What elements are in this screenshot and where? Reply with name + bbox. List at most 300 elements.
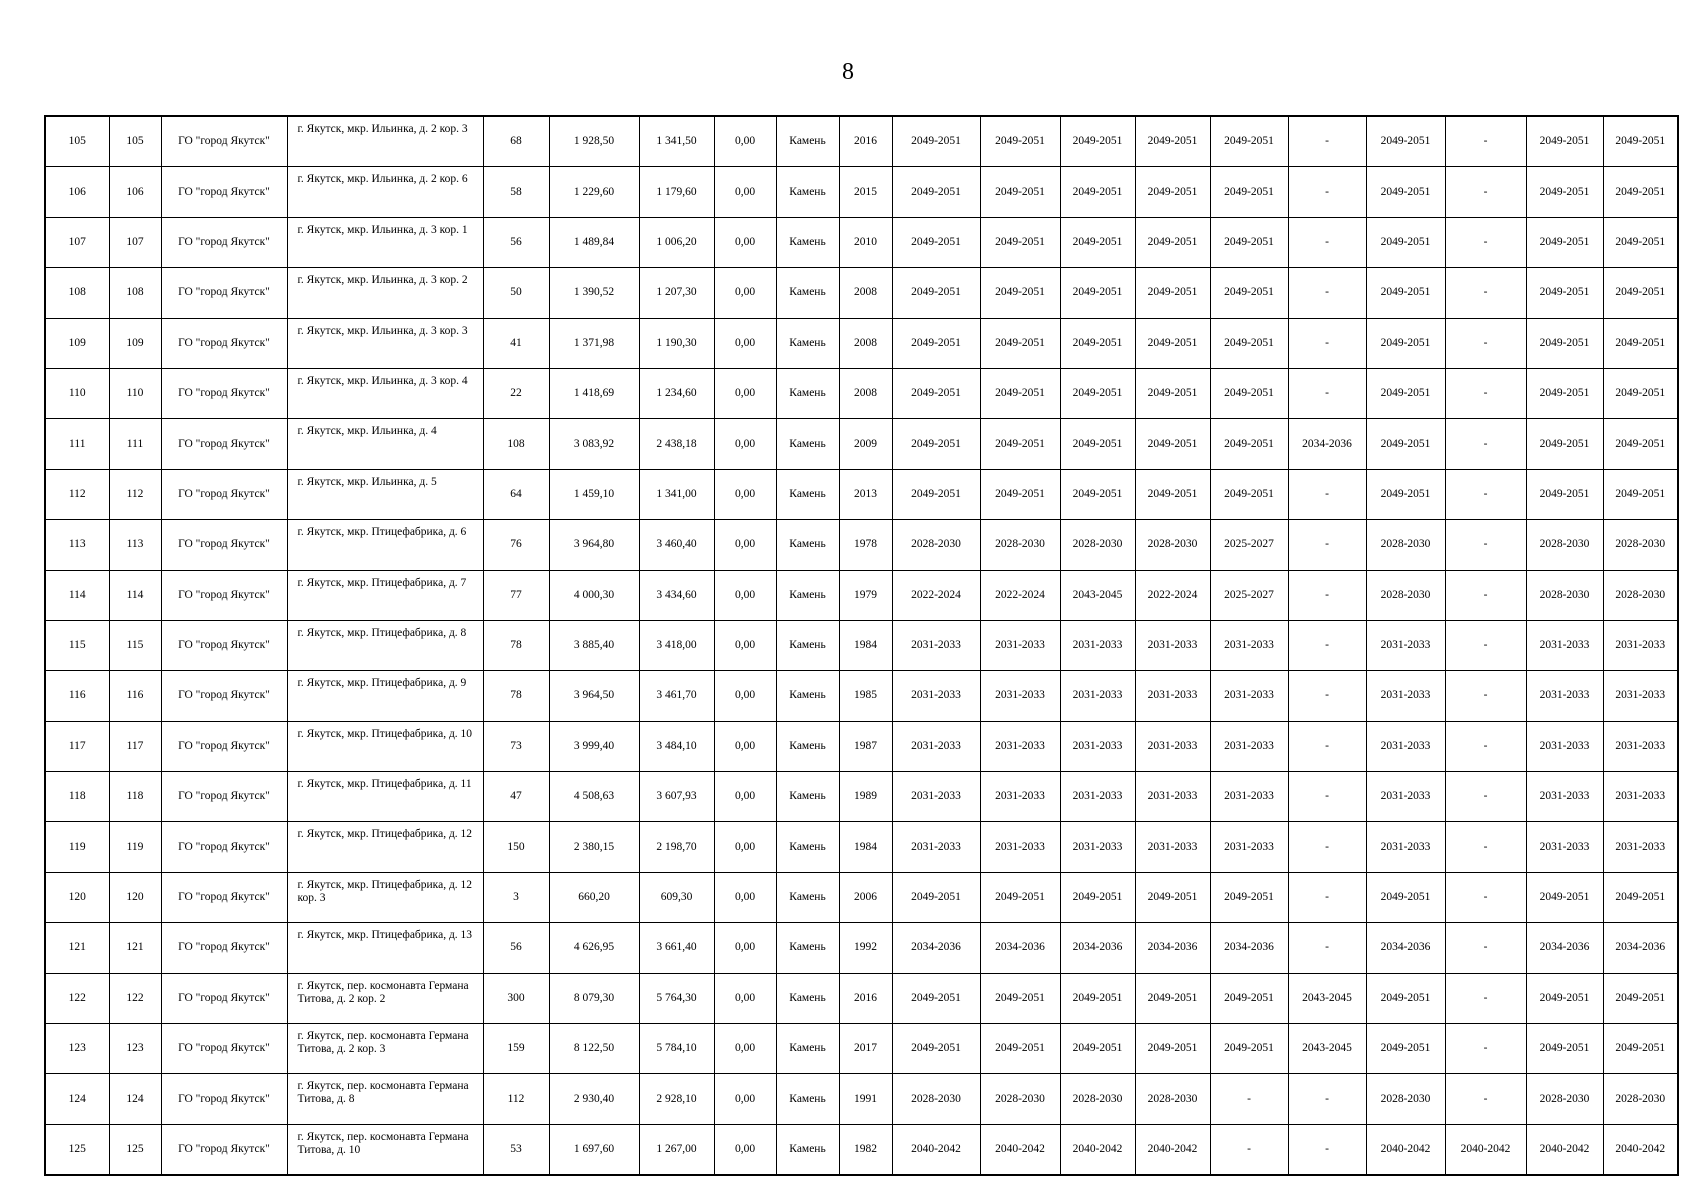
cell-period-6: - [1288, 1074, 1366, 1124]
cell-house-number: 112 [109, 469, 161, 519]
cell-period-10: 2034-2036 [1603, 923, 1678, 973]
cell-living-area: 1 267,00 [639, 1124, 714, 1175]
cell-house-number: 105 [109, 116, 161, 167]
cell-row-number: 109 [45, 318, 109, 368]
cell-period-3: 2049-2051 [1060, 167, 1135, 217]
cell-period-2: 2049-2051 [980, 167, 1060, 217]
cell-living-area: 5 764,30 [639, 973, 714, 1023]
cell-wall-material: Камень [776, 1024, 839, 1074]
cell-wall-material: Камень [776, 872, 839, 922]
cell-period-2: 2049-2051 [980, 973, 1060, 1023]
cell-municipality: ГО "город Якутск" [161, 1074, 287, 1124]
cell-total-area: 8 079,30 [549, 973, 639, 1023]
cell-period-5: 2025-2027 [1210, 520, 1288, 570]
cell-period-1: 2049-2051 [892, 318, 980, 368]
cell-period-3: 2031-2033 [1060, 671, 1135, 721]
table-row [45, 721, 1678, 771]
cell-address: г. Якутск, мкр. Ильинка, д. 2 кор. 3 [287, 116, 483, 167]
cell-period-10: 2049-2051 [1603, 268, 1678, 318]
cell-row-number: 116 [45, 671, 109, 721]
cell-period-8: - [1445, 368, 1526, 418]
cell-apartments-count: 56 [483, 217, 549, 267]
cell-period-3: 2031-2033 [1060, 822, 1135, 872]
cell-nonresidential-area: 0,00 [714, 318, 776, 368]
cell-apartments-count: 3 [483, 872, 549, 922]
cell-nonresidential-area: 0,00 [714, 1024, 776, 1074]
cell-row-number: 122 [45, 973, 109, 1023]
cell-period-5: 2049-2051 [1210, 872, 1288, 922]
cell-period-1: 2028-2030 [892, 520, 980, 570]
cell-period-8: - [1445, 167, 1526, 217]
cell-year-built: 2013 [839, 469, 892, 519]
cell-period-4: 2049-2051 [1135, 167, 1210, 217]
cell-period-1: 2040-2042 [892, 1124, 980, 1175]
table-row [45, 268, 1678, 318]
cell-municipality: ГО "город Якутск" [161, 268, 287, 318]
cell-period-6: 2043-2045 [1288, 1024, 1366, 1074]
cell-row-number: 119 [45, 822, 109, 872]
cell-period-8: - [1445, 822, 1526, 872]
cell-period-10: 2049-2051 [1603, 872, 1678, 922]
cell-period-7: 2040-2042 [1366, 1124, 1445, 1175]
cell-municipality: ГО "город Якутск" [161, 671, 287, 721]
cell-nonresidential-area: 0,00 [714, 620, 776, 670]
cell-period-7: 2031-2033 [1366, 721, 1445, 771]
cell-living-area: 3 661,40 [639, 923, 714, 973]
cell-period-3: 2049-2051 [1060, 469, 1135, 519]
cell-total-area: 8 122,50 [549, 1024, 639, 1074]
cell-row-number: 121 [45, 923, 109, 973]
cell-period-8: - [1445, 721, 1526, 771]
cell-period-2: 2049-2051 [980, 469, 1060, 519]
cell-apartments-count: 112 [483, 1074, 549, 1124]
cell-wall-material: Камень [776, 822, 839, 872]
cell-period-4: 2031-2033 [1135, 822, 1210, 872]
cell-row-number: 120 [45, 872, 109, 922]
cell-period-6: 2034-2036 [1288, 419, 1366, 469]
cell-period-2: 2031-2033 [980, 671, 1060, 721]
cell-total-area: 1 459,10 [549, 469, 639, 519]
cell-period-3: 2049-2051 [1060, 318, 1135, 368]
cell-address: г. Якутск, мкр. Птицефабрика, д. 12 кор. 3 [287, 872, 483, 922]
cell-period-9: 2028-2030 [1526, 520, 1603, 570]
cell-period-2: 2049-2051 [980, 268, 1060, 318]
cell-living-area: 1 179,60 [639, 167, 714, 217]
cell-period-1: 2049-2051 [892, 419, 980, 469]
cell-total-area: 660,20 [549, 872, 639, 922]
cell-row-number: 113 [45, 520, 109, 570]
cell-period-9: 2049-2051 [1526, 167, 1603, 217]
cell-municipality: ГО "город Якутск" [161, 167, 287, 217]
cell-year-built: 2016 [839, 116, 892, 167]
table-row [45, 318, 1678, 368]
cell-living-area: 2 438,18 [639, 419, 714, 469]
cell-period-4: 2049-2051 [1135, 469, 1210, 519]
cell-period-5: 2031-2033 [1210, 721, 1288, 771]
cell-period-6: - [1288, 872, 1366, 922]
cell-period-7: 2034-2036 [1366, 923, 1445, 973]
table-row [45, 620, 1678, 670]
cell-nonresidential-area: 0,00 [714, 116, 776, 167]
cell-period-8: - [1445, 1024, 1526, 1074]
cell-total-area: 2 930,40 [549, 1074, 639, 1124]
table-row [45, 772, 1678, 822]
cell-period-8: - [1445, 1074, 1526, 1124]
cell-nonresidential-area: 0,00 [714, 167, 776, 217]
cell-municipality: ГО "город Якутск" [161, 721, 287, 771]
cell-total-area: 1 697,60 [549, 1124, 639, 1175]
cell-period-3: 2049-2051 [1060, 872, 1135, 922]
cell-period-9: 2049-2051 [1526, 368, 1603, 418]
cell-period-2: 2031-2033 [980, 721, 1060, 771]
cell-period-8: - [1445, 671, 1526, 721]
cell-municipality: ГО "город Якутск" [161, 973, 287, 1023]
cell-period-1: 2049-2051 [892, 368, 980, 418]
cell-apartments-count: 159 [483, 1024, 549, 1074]
cell-address: г. Якутск, мкр. Ильинка, д. 5 [287, 469, 483, 519]
cell-period-7: 2028-2030 [1366, 570, 1445, 620]
cell-period-8: - [1445, 318, 1526, 368]
cell-living-area: 1 006,20 [639, 217, 714, 267]
cell-period-4: 2031-2033 [1135, 772, 1210, 822]
cell-wall-material: Камень [776, 570, 839, 620]
cell-nonresidential-area: 0,00 [714, 923, 776, 973]
cell-total-area: 2 380,15 [549, 822, 639, 872]
cell-period-4: 2028-2030 [1135, 520, 1210, 570]
cell-year-built: 2015 [839, 167, 892, 217]
cell-apartments-count: 64 [483, 469, 549, 519]
cell-total-area: 3 885,40 [549, 620, 639, 670]
cell-house-number: 124 [109, 1074, 161, 1124]
cell-period-7: 2049-2051 [1366, 419, 1445, 469]
cell-year-built: 1985 [839, 671, 892, 721]
cell-period-4: 2049-2051 [1135, 116, 1210, 167]
table-row [45, 116, 1678, 167]
table-row [45, 973, 1678, 1023]
cell-period-8: - [1445, 268, 1526, 318]
cell-period-10: 2049-2051 [1603, 217, 1678, 267]
cell-period-7: 2049-2051 [1366, 973, 1445, 1023]
cell-period-1: 2049-2051 [892, 872, 980, 922]
cell-period-10: 2031-2033 [1603, 620, 1678, 670]
cell-row-number: 124 [45, 1074, 109, 1124]
cell-row-number: 125 [45, 1124, 109, 1175]
cell-apartments-count: 68 [483, 116, 549, 167]
cell-apartments-count: 47 [483, 772, 549, 822]
table-row [45, 520, 1678, 570]
cell-period-4: 2031-2033 [1135, 721, 1210, 771]
cell-municipality: ГО "город Якутск" [161, 116, 287, 167]
cell-period-2: 2049-2051 [980, 116, 1060, 167]
cell-nonresidential-area: 0,00 [714, 1124, 776, 1175]
cell-address: г. Якутск, мкр. Птицефабрика, д. 7 [287, 570, 483, 620]
cell-period-7: 2049-2051 [1366, 368, 1445, 418]
cell-period-8: - [1445, 419, 1526, 469]
cell-total-area: 3 999,40 [549, 721, 639, 771]
cell-period-6: - [1288, 1124, 1366, 1175]
cell-period-10: 2049-2051 [1603, 1024, 1678, 1074]
cell-period-2: 2034-2036 [980, 923, 1060, 973]
cell-period-3: 2043-2045 [1060, 570, 1135, 620]
cell-wall-material: Камень [776, 520, 839, 570]
table-row [45, 1124, 1678, 1175]
cell-wall-material: Камень [776, 368, 839, 418]
cell-period-5: 2049-2051 [1210, 167, 1288, 217]
cell-period-8: - [1445, 872, 1526, 922]
cell-period-9: 2031-2033 [1526, 772, 1603, 822]
cell-period-5: 2031-2033 [1210, 671, 1288, 721]
cell-period-10: 2040-2042 [1603, 1124, 1678, 1175]
cell-period-8: - [1445, 116, 1526, 167]
cell-period-5: 2049-2051 [1210, 1024, 1288, 1074]
cell-address: г. Якутск, мкр. Птицефабрика, д. 10 [287, 721, 483, 771]
cell-period-4: 2049-2051 [1135, 973, 1210, 1023]
table-row [45, 1074, 1678, 1124]
cell-nonresidential-area: 0,00 [714, 268, 776, 318]
cell-period-5: 2031-2033 [1210, 772, 1288, 822]
cell-row-number: 111 [45, 419, 109, 469]
cell-nonresidential-area: 0,00 [714, 772, 776, 822]
cell-period-9: 2031-2033 [1526, 671, 1603, 721]
cell-period-7: 2031-2033 [1366, 772, 1445, 822]
cell-period-7: 2031-2033 [1366, 671, 1445, 721]
cell-year-built: 2017 [839, 1024, 892, 1074]
cell-period-6: - [1288, 116, 1366, 167]
cell-living-area: 3 434,60 [639, 570, 714, 620]
cell-period-1: 2034-2036 [892, 923, 980, 973]
cell-period-7: 2049-2051 [1366, 318, 1445, 368]
cell-year-built: 2009 [839, 419, 892, 469]
cell-row-number: 110 [45, 368, 109, 418]
cell-period-7: 2049-2051 [1366, 116, 1445, 167]
cell-period-9: 2049-2051 [1526, 268, 1603, 318]
cell-apartments-count: 73 [483, 721, 549, 771]
cell-period-3: 2040-2042 [1060, 1124, 1135, 1175]
cell-period-5: 2049-2051 [1210, 419, 1288, 469]
cell-period-1: 2049-2051 [892, 116, 980, 167]
cell-year-built: 1987 [839, 721, 892, 771]
cell-year-built: 2008 [839, 268, 892, 318]
table-row [45, 368, 1678, 418]
table-row [45, 822, 1678, 872]
cell-row-number: 112 [45, 469, 109, 519]
cell-period-5: - [1210, 1124, 1288, 1175]
cell-wall-material: Камень [776, 721, 839, 771]
cell-period-1: 2031-2033 [892, 620, 980, 670]
cell-period-3: 2049-2051 [1060, 217, 1135, 267]
cell-period-1: 2031-2033 [892, 822, 980, 872]
cell-row-number: 115 [45, 620, 109, 670]
cell-period-9: 2049-2051 [1526, 469, 1603, 519]
cell-house-number: 118 [109, 772, 161, 822]
cell-period-2: 2031-2033 [980, 822, 1060, 872]
cell-house-number: 108 [109, 268, 161, 318]
cell-address: г. Якутск, мкр. Ильинка, д. 3 кор. 4 [287, 368, 483, 418]
cell-period-7: 2028-2030 [1366, 520, 1445, 570]
cell-total-area: 1 418,69 [549, 368, 639, 418]
cell-apartments-count: 78 [483, 620, 549, 670]
cell-period-9: 2028-2030 [1526, 570, 1603, 620]
cell-year-built: 1984 [839, 822, 892, 872]
cell-period-9: 2028-2030 [1526, 1074, 1603, 1124]
cell-wall-material: Камень [776, 167, 839, 217]
cell-period-4: 2049-2051 [1135, 872, 1210, 922]
cell-period-4: 2034-2036 [1135, 923, 1210, 973]
cell-period-2: 2049-2051 [980, 872, 1060, 922]
cell-period-7: 2049-2051 [1366, 217, 1445, 267]
cell-period-6: - [1288, 570, 1366, 620]
cell-apartments-count: 56 [483, 923, 549, 973]
cell-period-9: 2031-2033 [1526, 721, 1603, 771]
cell-period-8: - [1445, 520, 1526, 570]
cell-apartments-count: 22 [483, 368, 549, 418]
cell-period-3: 2049-2051 [1060, 116, 1135, 167]
cell-nonresidential-area: 0,00 [714, 520, 776, 570]
cell-period-5: 2049-2051 [1210, 469, 1288, 519]
cell-house-number: 123 [109, 1024, 161, 1074]
cell-total-area: 4 626,95 [549, 923, 639, 973]
table-row [45, 570, 1678, 620]
cell-period-10: 2049-2051 [1603, 419, 1678, 469]
cell-apartments-count: 77 [483, 570, 549, 620]
cell-period-4: 2031-2033 [1135, 671, 1210, 721]
cell-living-area: 2 198,70 [639, 822, 714, 872]
cell-address: г. Якутск, пер. космонавта Германа Титова, д. 2 кор. 3 [287, 1024, 483, 1074]
cell-living-area: 3 607,93 [639, 772, 714, 822]
cell-nonresidential-area: 0,00 [714, 671, 776, 721]
cell-period-3: 2049-2051 [1060, 419, 1135, 469]
cell-period-10: 2031-2033 [1603, 772, 1678, 822]
cell-total-area: 1 390,52 [549, 268, 639, 318]
cell-period-6: - [1288, 268, 1366, 318]
cell-nonresidential-area: 0,00 [714, 973, 776, 1023]
cell-nonresidential-area: 0,00 [714, 872, 776, 922]
cell-house-number: 121 [109, 923, 161, 973]
cell-period-4: 2040-2042 [1135, 1124, 1210, 1175]
cell-period-10: 2049-2051 [1603, 318, 1678, 368]
cell-apartments-count: 76 [483, 520, 549, 570]
cell-address: г. Якутск, мкр. Птицефабрика, д. 9 [287, 671, 483, 721]
cell-period-2: 2049-2051 [980, 1024, 1060, 1074]
cell-period-8: 2040-2042 [1445, 1124, 1526, 1175]
cell-house-number: 122 [109, 973, 161, 1023]
cell-period-4: 2049-2051 [1135, 368, 1210, 418]
cell-wall-material: Камень [776, 671, 839, 721]
cell-municipality: ГО "город Якутск" [161, 620, 287, 670]
cell-period-1: 2049-2051 [892, 167, 980, 217]
cell-wall-material: Камень [776, 469, 839, 519]
cell-period-7: 2049-2051 [1366, 469, 1445, 519]
cell-period-7: 2049-2051 [1366, 167, 1445, 217]
table-row [45, 1024, 1678, 1074]
cell-year-built: 2008 [839, 368, 892, 418]
cell-period-10: 2028-2030 [1603, 570, 1678, 620]
cell-period-2: 2049-2051 [980, 217, 1060, 267]
cell-period-7: 2031-2033 [1366, 822, 1445, 872]
cell-municipality: ГО "город Якутск" [161, 520, 287, 570]
cell-row-number: 106 [45, 167, 109, 217]
cell-period-9: 2049-2051 [1526, 1024, 1603, 1074]
table-row [45, 872, 1678, 922]
cell-row-number: 105 [45, 116, 109, 167]
cell-nonresidential-area: 0,00 [714, 1074, 776, 1124]
cell-period-6: - [1288, 368, 1366, 418]
cell-apartments-count: 78 [483, 671, 549, 721]
cell-address: г. Якутск, мкр. Птицефабрика, д. 8 [287, 620, 483, 670]
cell-row-number: 123 [45, 1024, 109, 1074]
cell-living-area: 3 418,00 [639, 620, 714, 670]
cell-wall-material: Камень [776, 268, 839, 318]
cell-living-area: 1 190,30 [639, 318, 714, 368]
cell-period-5: 2031-2033 [1210, 620, 1288, 670]
cell-apartments-count: 300 [483, 973, 549, 1023]
cell-period-1: 2049-2051 [892, 973, 980, 1023]
cell-period-5: 2049-2051 [1210, 116, 1288, 167]
cell-municipality: ГО "город Якутск" [161, 419, 287, 469]
cell-period-9: 2049-2051 [1526, 116, 1603, 167]
cell-period-5: 2049-2051 [1210, 318, 1288, 368]
table-row [45, 671, 1678, 721]
cell-year-built: 2010 [839, 217, 892, 267]
cell-period-9: 2031-2033 [1526, 822, 1603, 872]
cell-nonresidential-area: 0,00 [714, 368, 776, 418]
cell-period-9: 2034-2036 [1526, 923, 1603, 973]
cell-period-2: 2049-2051 [980, 318, 1060, 368]
cell-nonresidential-area: 0,00 [714, 721, 776, 771]
cell-period-2: 2040-2042 [980, 1124, 1060, 1175]
cell-house-number: 117 [109, 721, 161, 771]
cell-year-built: 1984 [839, 620, 892, 670]
cell-period-10: 2049-2051 [1603, 116, 1678, 167]
cell-period-6: - [1288, 217, 1366, 267]
cell-period-10: 2049-2051 [1603, 973, 1678, 1023]
cell-house-number: 125 [109, 1124, 161, 1175]
cell-house-number: 113 [109, 520, 161, 570]
cell-wall-material: Камень [776, 318, 839, 368]
cell-apartments-count: 58 [483, 167, 549, 217]
cell-period-6: - [1288, 469, 1366, 519]
cell-year-built: 1979 [839, 570, 892, 620]
cell-municipality: ГО "город Якутск" [161, 570, 287, 620]
cell-address: г. Якутск, мкр. Птицефабрика, д. 12 [287, 822, 483, 872]
cell-nonresidential-area: 0,00 [714, 822, 776, 872]
cell-period-8: - [1445, 772, 1526, 822]
cell-address: г. Якутск, мкр. Ильинка, д. 3 кор. 3 [287, 318, 483, 368]
cell-period-6: - [1288, 671, 1366, 721]
cell-period-3: 2031-2033 [1060, 620, 1135, 670]
cell-period-10: 2049-2051 [1603, 368, 1678, 418]
cell-period-3: 2031-2033 [1060, 721, 1135, 771]
cell-total-area: 4 000,30 [549, 570, 639, 620]
cell-address: г. Якутск, мкр. Ильинка, д. 3 кор. 2 [287, 268, 483, 318]
table-row [45, 167, 1678, 217]
cell-period-6: - [1288, 620, 1366, 670]
cell-period-3: 2049-2051 [1060, 368, 1135, 418]
cell-period-2: 2028-2030 [980, 520, 1060, 570]
cell-period-1: 2049-2051 [892, 268, 980, 318]
cell-apartments-count: 53 [483, 1124, 549, 1175]
cell-period-2: 2031-2033 [980, 772, 1060, 822]
table-row [45, 923, 1678, 973]
cell-address: г. Якутск, мкр. Ильинка, д. 4 [287, 419, 483, 469]
cell-wall-material: Камень [776, 772, 839, 822]
cell-house-number: 107 [109, 217, 161, 267]
cell-row-number: 114 [45, 570, 109, 620]
cell-total-area: 3 083,92 [549, 419, 639, 469]
cell-address: г. Якутск, пер. космонавта Германа Титова, д. 2 кор. 2 [287, 973, 483, 1023]
cell-period-7: 2049-2051 [1366, 872, 1445, 922]
cell-period-1: 2049-2051 [892, 1024, 980, 1074]
